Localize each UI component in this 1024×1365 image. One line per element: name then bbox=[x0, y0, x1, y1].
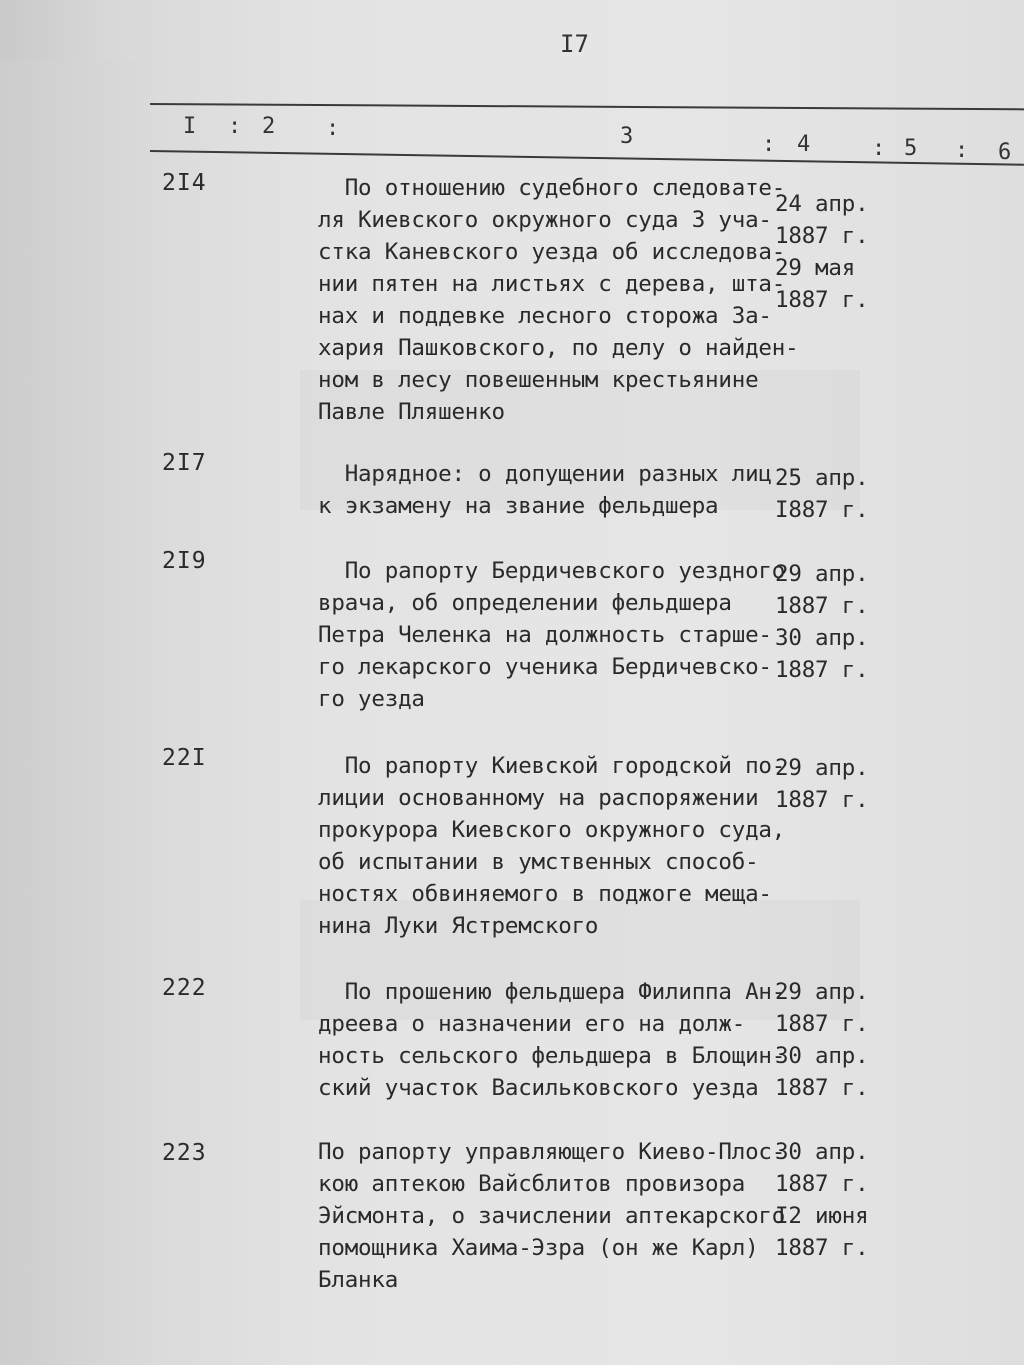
description-line: Петра Челенка на должность старше- bbox=[318, 622, 772, 648]
column-separator: : bbox=[326, 116, 340, 141]
description-line: ский участок Васильковского уезда bbox=[318, 1075, 759, 1101]
entry-dates bbox=[775, 558, 895, 686]
date-line: I887 г. bbox=[775, 497, 869, 523]
column-header-1: I bbox=[183, 114, 197, 139]
table-header-bottom-rule bbox=[150, 150, 1024, 166]
page-fold-shadow bbox=[0, 60, 160, 1365]
date-line: I2 июня bbox=[775, 1203, 869, 1229]
entry-description bbox=[318, 555, 786, 715]
description-line: го лекарского ученика Бердичевско- bbox=[318, 654, 772, 680]
entry-dates bbox=[775, 976, 895, 1104]
entry-description bbox=[318, 1136, 786, 1296]
entry-description bbox=[318, 750, 786, 942]
entry-description bbox=[318, 458, 778, 522]
entry-dates bbox=[775, 462, 895, 526]
description-line: к экзамену на звание фельдшера bbox=[318, 493, 719, 519]
date-line: 29 мая bbox=[775, 255, 856, 281]
entry-number: 223 bbox=[162, 1140, 207, 1166]
date-line: 1887 г. bbox=[775, 1171, 869, 1197]
entry-number: 222 bbox=[162, 975, 207, 1001]
column-header-4: 4 bbox=[797, 132, 811, 157]
date-line: 1887 г. bbox=[775, 223, 869, 249]
date-line: 30 апр. bbox=[775, 1139, 869, 1165]
description-line: хария Пашковского, по делу о найден- bbox=[318, 335, 799, 361]
description-line: нии пятен на листьях с дерева, шта- bbox=[318, 271, 786, 297]
entry-dates bbox=[775, 752, 895, 816]
date-line: 29 апр. bbox=[775, 561, 869, 587]
entry-number: 2I9 bbox=[162, 548, 207, 574]
column-header-6: 6 bbox=[998, 140, 1012, 165]
date-line: 30 апр. bbox=[775, 625, 869, 651]
date-line: 1887 г. bbox=[775, 1235, 869, 1261]
column-header-2: 2 bbox=[262, 114, 276, 139]
description-line: нах и поддевке лесного сторожа За- bbox=[318, 303, 772, 329]
column-header-3: 3 bbox=[620, 124, 634, 149]
description-line: стка Каневского уезда об исследова- bbox=[318, 239, 786, 265]
description-line: врача, об определении фельдшера bbox=[318, 590, 732, 616]
description-line: По рапорту Киевской городской по- bbox=[318, 753, 786, 779]
entry-description bbox=[318, 172, 799, 428]
entry-dates bbox=[775, 1136, 895, 1264]
date-line: 29 апр. bbox=[775, 979, 869, 1005]
entry-number: 2I4 bbox=[162, 170, 207, 196]
description-line: Бланка bbox=[318, 1267, 399, 1293]
description-line: лиции основанному на распоряжении bbox=[318, 785, 759, 811]
description-line: помощника Хаима-Эзра (он же Карл) bbox=[318, 1235, 759, 1261]
description-line: Павле Пляшенко bbox=[318, 399, 505, 425]
description-line: ном в лесу повешенным крестьянине bbox=[318, 367, 759, 393]
column-separator: : bbox=[762, 132, 776, 157]
description-line: ностях обвиняемого в поджоге меща- bbox=[318, 881, 772, 907]
column-header-5: 5 bbox=[904, 136, 918, 161]
description-line: По рапорту управляющего Киево-Плос- bbox=[318, 1139, 786, 1165]
description-line: го уезда bbox=[318, 686, 425, 712]
date-line: 1887 г. bbox=[775, 593, 869, 619]
date-line: 1887 г. bbox=[775, 287, 869, 313]
date-line: 1887 г. bbox=[775, 787, 869, 813]
date-line: 30 апр. bbox=[775, 1043, 869, 1069]
description-line: дреева о назначении его на долж- bbox=[318, 1011, 746, 1037]
date-line: 1887 г. bbox=[775, 1075, 869, 1101]
description-line: По отношению судебного следовате- bbox=[318, 175, 786, 201]
description-line: По рапорту Бердичевского уездного bbox=[318, 558, 786, 584]
date-line: 1887 г. bbox=[775, 1011, 869, 1037]
entry-number: 22I bbox=[162, 745, 207, 771]
description-line: ность сельского фельдшера в Блощин- bbox=[318, 1043, 786, 1069]
description-line: ля Киевского окружного суда 3 уча- bbox=[318, 207, 772, 233]
date-line: 24 апр. bbox=[775, 191, 869, 217]
column-separator: : bbox=[228, 114, 242, 139]
date-line: 29 апр. bbox=[775, 755, 869, 781]
date-line: 1887 г. bbox=[775, 657, 869, 683]
date-line: 25 апр. bbox=[775, 465, 869, 491]
description-line: Нарядное: о допущении разных лиц bbox=[318, 461, 772, 487]
description-line: кою аптекою Вайсблитов провизора bbox=[318, 1171, 746, 1197]
description-line: По прошению фельдшера Филиппа Ан- bbox=[318, 979, 786, 1005]
column-separator: : bbox=[955, 138, 969, 163]
description-line: об испытании в умственных способ- bbox=[318, 849, 759, 875]
table-header-top-rule bbox=[150, 103, 1024, 110]
description-line: Эйсмонта, о зачислении аптекарского bbox=[318, 1203, 786, 1229]
column-separator: : bbox=[872, 136, 886, 161]
description-line: прокурора Киевского окружного суда, bbox=[318, 817, 786, 843]
description-line: нина Луки Ястремского bbox=[318, 913, 599, 939]
entry-number: 2I7 bbox=[162, 450, 207, 476]
page-number: I7 bbox=[560, 30, 589, 58]
entry-dates bbox=[775, 188, 895, 316]
entry-description bbox=[318, 976, 786, 1104]
